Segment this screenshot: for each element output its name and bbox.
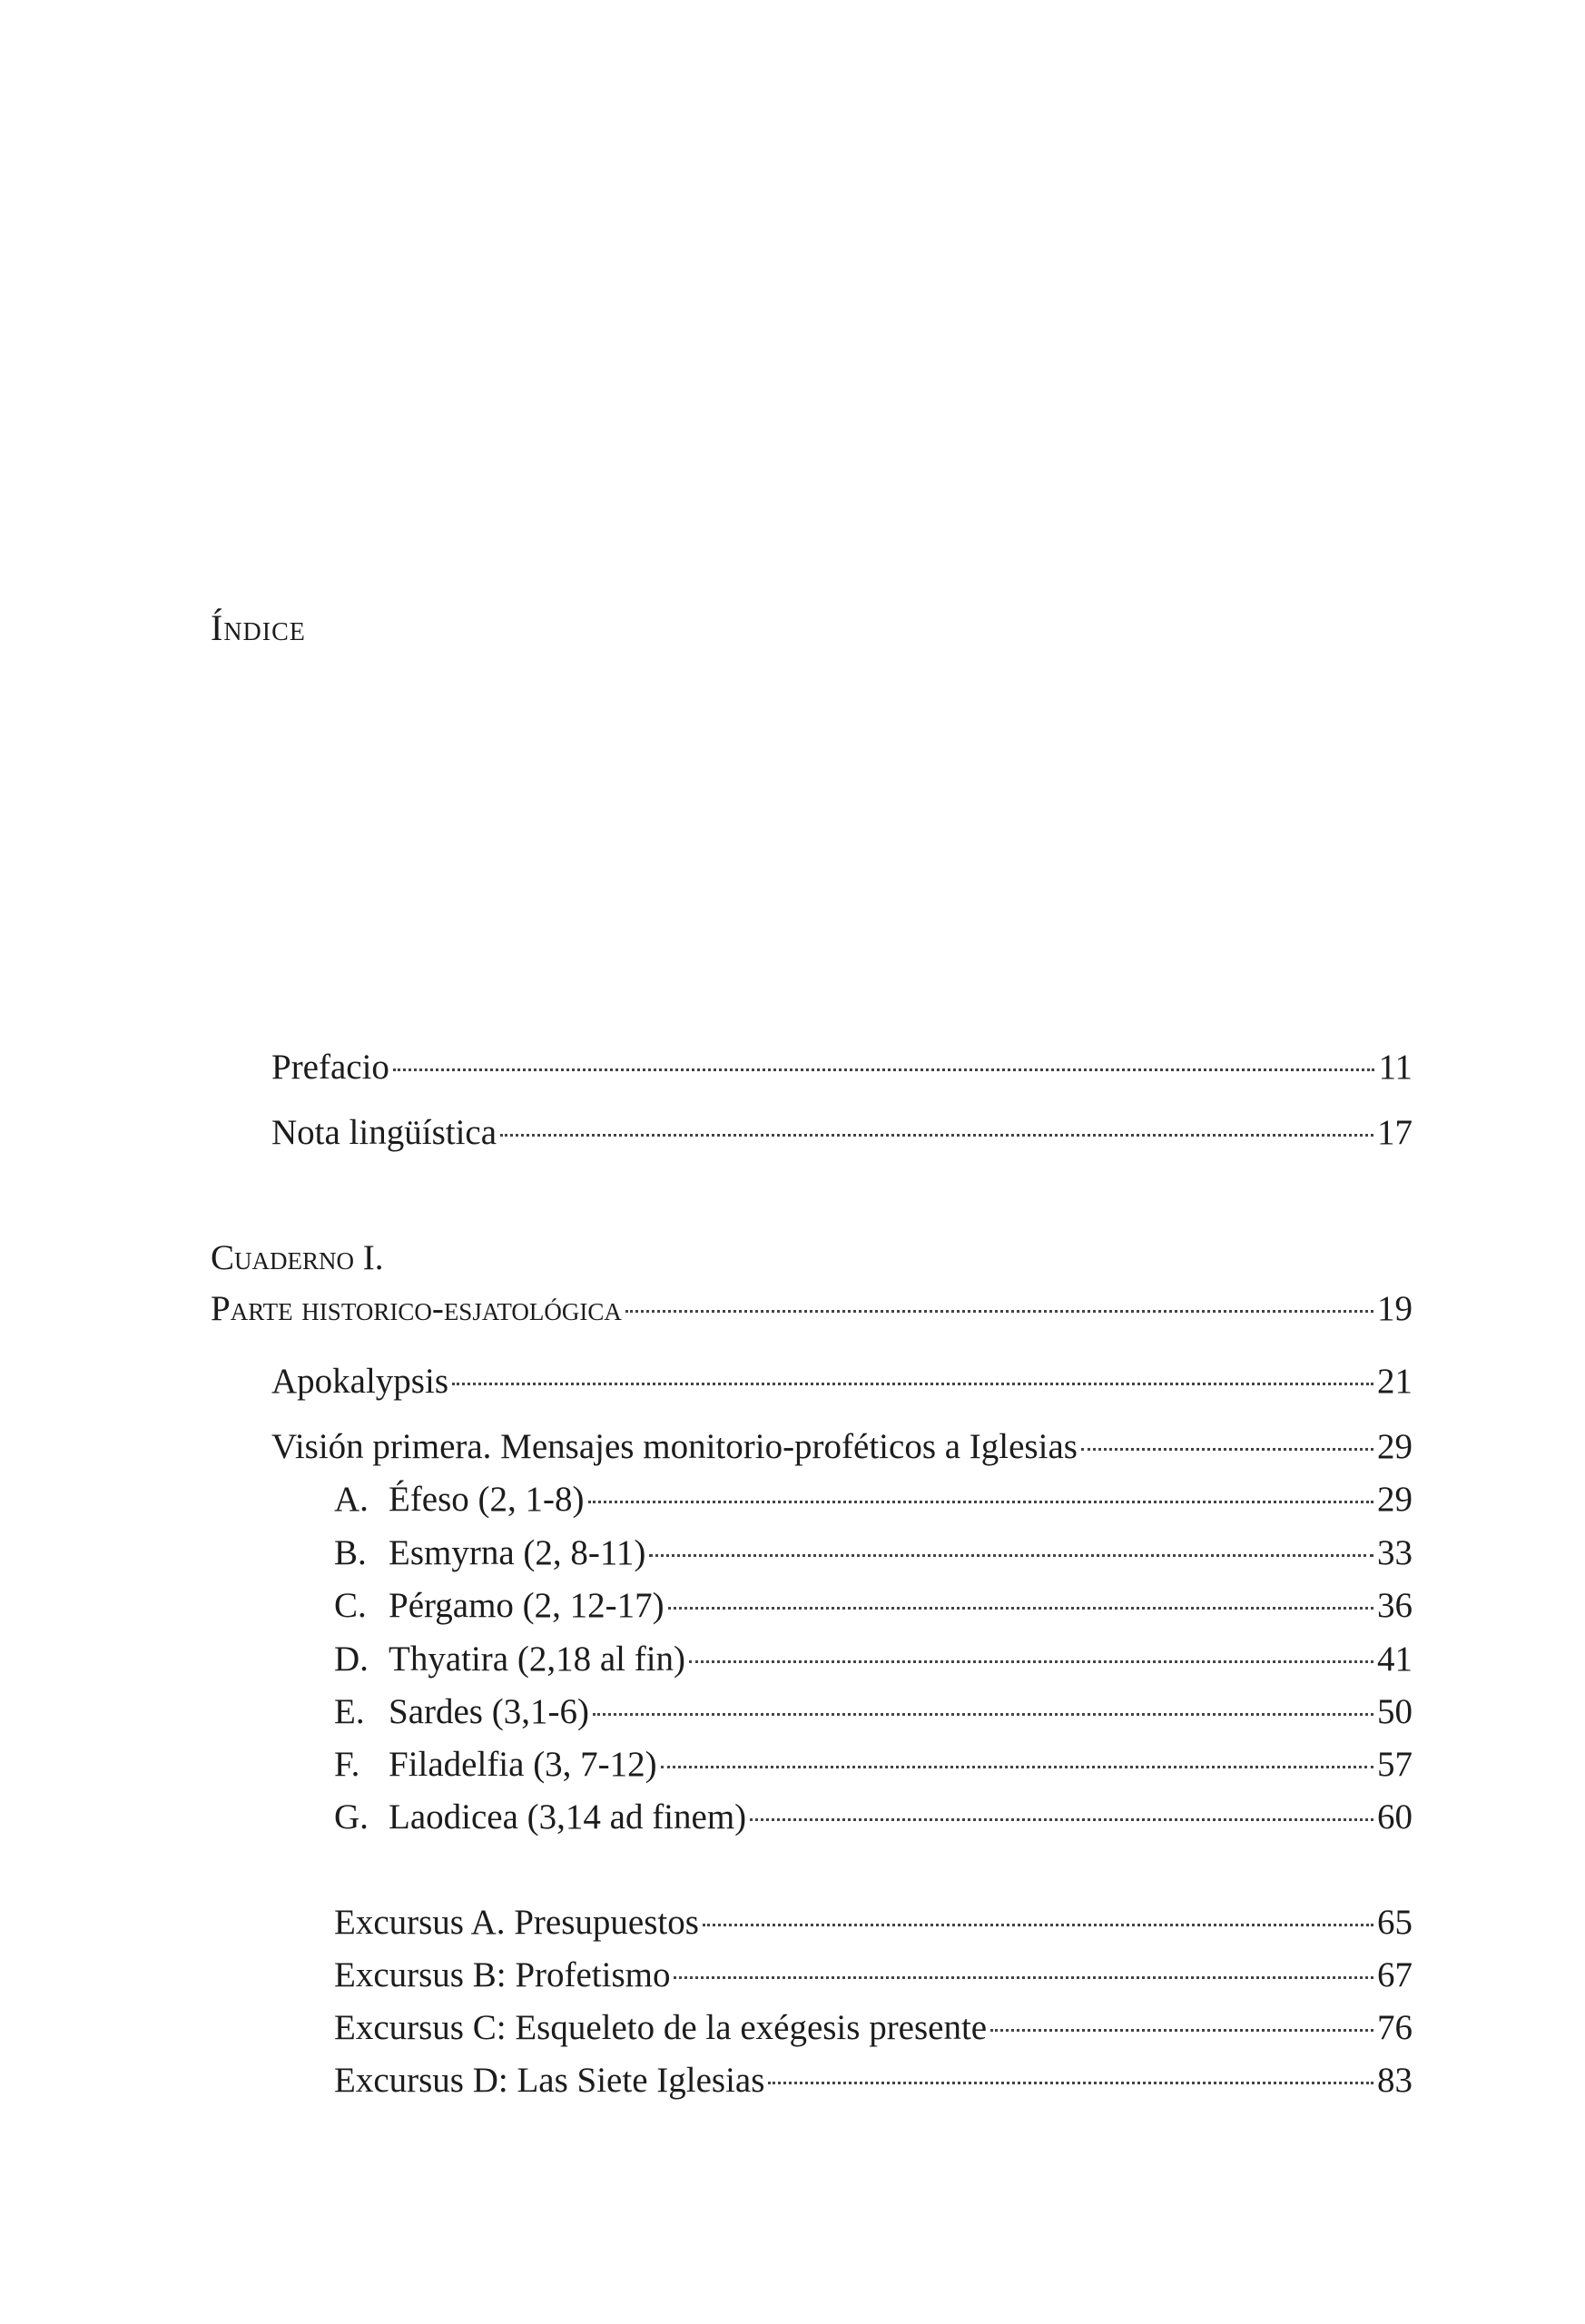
dot-leader (689, 1660, 1373, 1663)
toc-entry-letter: F. (334, 1745, 360, 1784)
toc-entry-label: Visión primera. Mensajes monitorio-proféticos a Iglesias (271, 1427, 1078, 1466)
toc-entry-part[interactable] (211, 1284, 1413, 1334)
toc-entry-letter: G. (334, 1797, 369, 1837)
toc-entry-label: Sardes (3,1-6) (389, 1692, 589, 1731)
dot-leader (649, 1554, 1373, 1557)
toc-entry-label: Pérgamo (2, 12-17) (389, 1586, 665, 1625)
toc-entry-excursus-a[interactable] (334, 1897, 1413, 1948)
dot-leader (703, 1924, 1373, 1926)
toc-page-number: 60 (1377, 1797, 1413, 1837)
toc-entry-letter: D. (334, 1640, 369, 1679)
toc-entry-label: Laodicea (3,14 ad finem) (389, 1797, 747, 1837)
toc-entry-label: Filadelfia (3, 7-12) (389, 1745, 657, 1784)
toc-entry-laodicea[interactable] (334, 1792, 1413, 1843)
dot-leader (661, 1766, 1373, 1768)
dot-leader (674, 1976, 1373, 1979)
toc-entry-label: Parte historico-esjatológica (211, 1289, 622, 1328)
toc-page-number: 33 (1377, 1533, 1413, 1572)
toc-entry-label: Excursus A. Presupuestos (334, 1903, 699, 1942)
toc-entry-filadelfia[interactable] (334, 1739, 1413, 1790)
toc-page-number: 50 (1377, 1692, 1413, 1731)
dot-leader (593, 1713, 1373, 1716)
toc-entry-letter: B. (334, 1533, 367, 1572)
dot-leader (750, 1818, 1373, 1821)
toc-entry-label: Excursus B: Profetismo (334, 1955, 671, 1994)
toc-entry-letter: A. (334, 1480, 369, 1519)
dot-leader (452, 1383, 1373, 1385)
dot-leader (768, 2082, 1373, 2084)
toc-entry-pergamo[interactable] (334, 1581, 1413, 1631)
toc-entry-vision-primera[interactable] (271, 1422, 1413, 1472)
toc-entry-letter: C. (334, 1586, 367, 1625)
toc-page-number: 41 (1377, 1640, 1413, 1679)
toc-page-number: 29 (1377, 1427, 1413, 1466)
toc-page-number: 21 (1377, 1362, 1413, 1401)
toc-entry-label: Nota lingüística (271, 1113, 497, 1152)
toc-entry-label: Apokalypsis (271, 1362, 448, 1401)
toc-page-number: 67 (1377, 1955, 1413, 1994)
toc-entry-esmyrna[interactable] (334, 1528, 1413, 1579)
toc-page-number: 19 (1377, 1289, 1413, 1328)
dot-leader (588, 1501, 1373, 1503)
toc-page-number: 83 (1377, 2061, 1413, 2100)
toc-page-number: 76 (1377, 2008, 1413, 2047)
dot-leader (393, 1068, 1375, 1071)
toc-entry-nota-linguistica[interactable] (271, 1108, 1413, 1158)
toc-entry-prefacio[interactable] (271, 1042, 1413, 1093)
toc-page-number: 17 (1377, 1113, 1413, 1152)
toc-entry-label: Esmyrna (2, 8-11) (389, 1533, 646, 1572)
toc-entry-excursus-c[interactable] (334, 2003, 1413, 2053)
toc-page-number: 11 (1378, 1048, 1413, 1087)
toc-entry-sardes[interactable] (334, 1687, 1413, 1738)
toc-entry-label: Excursus D: Las Siete Iglesias (334, 2061, 765, 2100)
toc-entry-label: Éfeso (2, 1-8) (389, 1480, 585, 1519)
toc-entry-label: Prefacio (271, 1048, 389, 1087)
page-title: Índice (211, 607, 306, 648)
toc-page-number: 29 (1377, 1480, 1413, 1519)
toc-entry-efeso[interactable] (334, 1474, 1413, 1525)
toc-entry-excursus-b[interactable] (334, 1950, 1413, 2001)
toc-page-number: 65 (1377, 1903, 1413, 1942)
toc-entry-excursus-d[interactable] (334, 2055, 1413, 2106)
dot-leader (500, 1134, 1373, 1137)
dot-leader (668, 1607, 1373, 1610)
toc-page-number: 36 (1377, 1586, 1413, 1625)
toc-entry-label: Thyatira (2,18 al fin) (389, 1640, 686, 1679)
dot-leader (1081, 1448, 1373, 1451)
toc-entry-apokalypsis[interactable] (271, 1356, 1413, 1407)
part-heading-line1: Cuaderno I. (211, 1238, 384, 1277)
toc-entry-thyatira[interactable] (334, 1634, 1413, 1685)
dot-leader (625, 1310, 1373, 1313)
dot-leader (990, 2029, 1373, 2032)
toc-entry-label: Excursus C: Esqueleto de la exégesis presente (334, 2008, 988, 2047)
toc-entry-letter: E. (334, 1692, 365, 1731)
toc-page-number: 57 (1377, 1745, 1413, 1784)
